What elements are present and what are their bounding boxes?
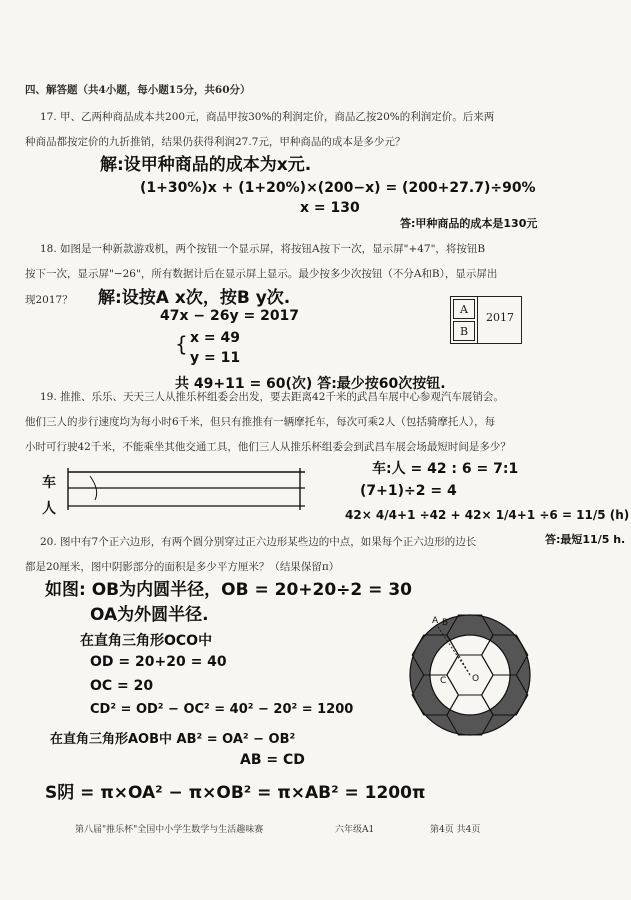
q20-solution-line2: OA为外圆半径. xyxy=(90,605,209,625)
q19-answer: 答:最短11/5 h. xyxy=(545,533,626,546)
q19-diagram xyxy=(60,460,310,520)
q17-text-line1: 17. 甲、乙两种商品成本共200元，商品甲按30%的利润定价，商品乙按20%的利润定价。后来两 xyxy=(40,111,495,123)
q20-solution-line5: OC = 20 xyxy=(90,678,154,694)
q20-solution-line8: AB = CD xyxy=(240,752,305,768)
q19-text-line2: 他们三人的步行速度均为每小时6千米，但只有推推有一辆摩托车，每次可乘2人（包括骑摩托人），每 xyxy=(25,416,496,428)
q17-solution-line1: 解:设甲种商品的成本为x元. xyxy=(100,155,312,175)
q18-solution-line2: 47x − 26y = 2017 xyxy=(160,308,300,324)
q19-solution-line3: 42× 4/4+1 ÷42 + 42× 1/4+1 ÷6 = 11/5 (h) xyxy=(345,508,630,522)
label-o: O xyxy=(472,674,480,684)
q18-text-line1: 18. 如图是一种新款游戏机，两个按钮一个显示屏，将按钮A按下一次，显示屏"+47"，将按钮B xyxy=(40,243,486,255)
q20-text-line2: 都是20厘米，图中阴影部分的面积是多少平方厘米？（结果保留π） xyxy=(25,561,340,573)
display-screen: 2017 xyxy=(486,311,514,324)
footer-grade: 六年级A1 xyxy=(335,825,375,835)
q17-solution-line3: x = 130 xyxy=(300,200,360,216)
q19-solution-line2: (7+1)÷2 = 4 xyxy=(360,483,457,499)
q20-text-line1: 20. 图中有7个正六边形，有两个圆分别穿过正六边形某些边的中点，如果每个正六边形的边长 xyxy=(40,536,477,548)
q20-solution-line1: 如图: OB为内圆半径，OB = 20+20÷2 = 30 xyxy=(45,580,412,600)
q19-solution-line1: 车:人 = 42 : 6 = 7:1 xyxy=(372,461,519,477)
label-b: B xyxy=(442,618,449,628)
q19-text-line3: 小时可行驶42千米，不能乘坐其他交通工具，他们三人从推乐杯组委会到武昌车展会场最短时间是多少？ xyxy=(25,441,511,453)
q18-text-line3: 现2017？ xyxy=(25,294,73,306)
game-machine-figure xyxy=(450,296,522,344)
q20-solution-line6: CD² = OD² − OC² = 40² − 20² = 1200 xyxy=(90,702,354,717)
label-a: A xyxy=(432,616,439,626)
q17-solution-line2: (1+30%)x + (1+20%)×(200−x) = (200+27.7)÷90% xyxy=(140,180,536,196)
q18-text-line2: 按下一次，显示屏"−26"，所有数据计后在显示屏上显示。最少按多少次按钮（不分A和B），显示屏出 xyxy=(25,268,498,280)
footer-page: 第4页 共4页 xyxy=(430,825,481,835)
q19-text-line1: 19. 推推、乐乐、天天三人从推乐杯组委会出发，要去距离42千米的武昌车展中心参观汽车展销会。 xyxy=(40,391,504,403)
q18-solution-line4: y = 11 xyxy=(190,350,241,366)
q18-brace: { xyxy=(175,332,188,356)
button-a: A xyxy=(453,299,475,319)
q17-text-line2: 种商品都按定价的九折推销，结果仍获得利润27.7元，甲种商品的成本是多少元？ xyxy=(25,136,406,148)
q20-solution-line3: 在直角三角形OCO中 xyxy=(80,633,213,649)
q18-solution-line5: 共 49+11 = 60(次) 答:最少按60次按钮. xyxy=(175,376,446,392)
section-title: 四、解答题（共4小题，每小题15分，共60分） xyxy=(25,84,251,96)
q20-hexagon-figure xyxy=(400,605,540,745)
button-b: B xyxy=(453,321,475,341)
q20-solution-line9: S阴 = π×OA² − π×OB² = π×AB² = 1200π xyxy=(45,783,426,803)
q18-solution-line3: x = 49 xyxy=(190,330,240,346)
q20-solution-line7: 在直角三角形AOB中 AB² = OA² − OB² xyxy=(50,732,296,747)
label-c: C xyxy=(440,676,447,686)
q17-answer: 答:甲种商品的成本是130元 xyxy=(400,217,538,230)
q19-diagram-labels: 车 人 xyxy=(42,475,56,517)
footer-contest-name: 第八届"推乐杯"全国中小学生数学与生活趣味赛 xyxy=(75,825,264,835)
q18-solution-line1: 解:设按A x次，按B y次. xyxy=(98,288,291,308)
q20-solution-line4: OD = 20+20 = 40 xyxy=(90,654,227,670)
